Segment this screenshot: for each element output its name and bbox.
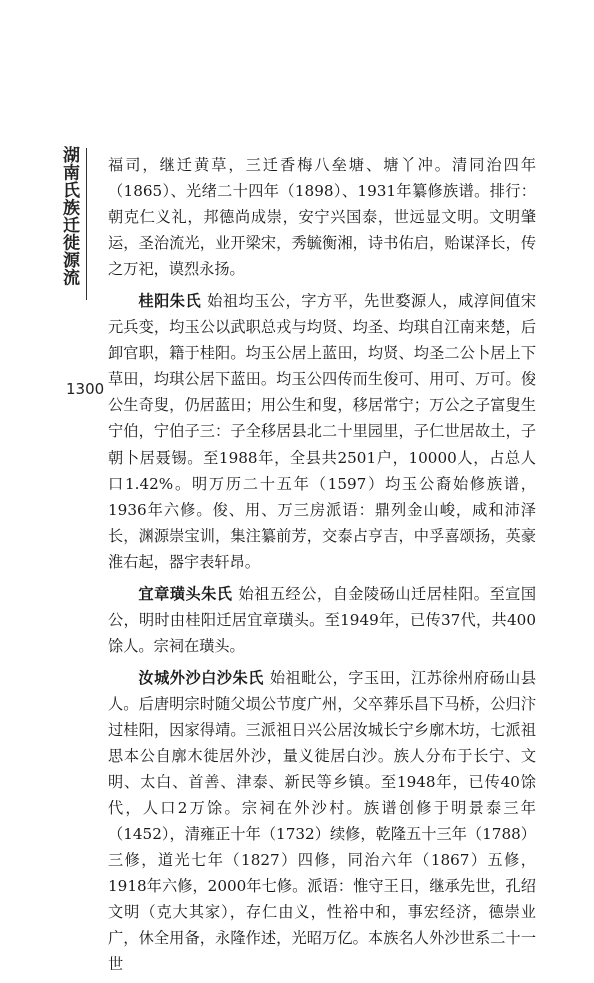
- page-number: 1300: [66, 380, 105, 398]
- paragraph-guiyang-zhu: [108, 288, 536, 575]
- paragraph-continued: [108, 152, 536, 282]
- paragraph-text: 福司，继迁黄草，三迁香梅八垒塘、塘丫冲。清同治四年（1865）、光绪二十四年（1898）、1931年纂修族谱。排行：朝克仁义礼，邦德尚成崇，安宁兴国泰，世远显文明。文明肇运，圣治流光，业开梁宋，秀毓衡湘，诗书佑启，贻谋泽长，传之万祀，谟烈永扬。: [108, 156, 536, 279]
- side-rule: [86, 148, 87, 300]
- paragraph-text: 始祖五经公，自金陵砀山迁居桂阳。至宣国公，明时由桂阳迁居宜章璜头。至1949年，已传37代，共400馀人。宗祠在璜头。: [108, 584, 537, 655]
- paragraph-text: 始祖毗公，字玉田，江苏徐州府砀山县人。后唐明宗时随父埙公节度广州，父卒葬乐昌下马桥，公归汴过桂阳，因家得靖。三派祖日兴公居汝城长宁乡廓木坊，七派祖思本公自廓木徙居外沙，量义徙居白沙。族人分布于长宁、文明、太白、首善、津泰、新民等乡镇。至1948年，已传40馀代，人口2万馀。宗祠在外沙村。族谱创修于明景泰三年（1452），清雍正十年（1732）续修，乾隆五十三年（1788）三修，道光七年（1827）四修，同治六年（1867）五修，1918年六修，2000年七修。派语：惟守王日，继承先世，孔绍文明（克大其家），存仁由义，性裕中和，事宏经济，德崇业广，休全用备，永隆作述，光昭万亿。本族名人外沙世系二十一世: [108, 668, 537, 974]
- section-heading: 桂阳朱氏: [138, 292, 202, 311]
- section-heading: 汝城外沙白沙朱氏: [138, 668, 264, 687]
- paragraph-yizhang-zhu: [108, 581, 536, 659]
- side-running-title: 湖南氏族迁徙源流: [59, 146, 79, 286]
- paragraph-rucheng-zhu: [108, 665, 536, 978]
- main-text: [108, 152, 536, 983]
- paragraph-text: 始祖均玉公，字方平，先世婺源人，咸淳间值宋元兵变，均玉公以武职总戎与均贤、均圣、均琪自江南来楚，后卸官职，籍于桂阳。均玉公居上蓝田，均贤、均圣二公卜居上下草田，均琪公居下蓝田。均玉公四传而生俊可、用可、万可。俊公生奇叟，仍居蓝田；用公生和叟，移居常宁；万公之子富叟生宁伯，宁伯子三：子全移居县北二十里园里，子仁世居故土，子朝卜居聂锡。至1988年，全县共2501户，10000人，占总人口1.42%。明万历二十五年（1597）均玉公裔始修族谱，1936年六修。俊、用、万三房派语：鼎列金山峻，咸和沛泽长，渊源崇宝训，集注纂前芳，交泰占亨吉，中孚喜颂扬，英豪淮右起，器宇表轩昂。: [108, 292, 537, 571]
- section-heading: 宜章璜头朱氏: [138, 584, 233, 603]
